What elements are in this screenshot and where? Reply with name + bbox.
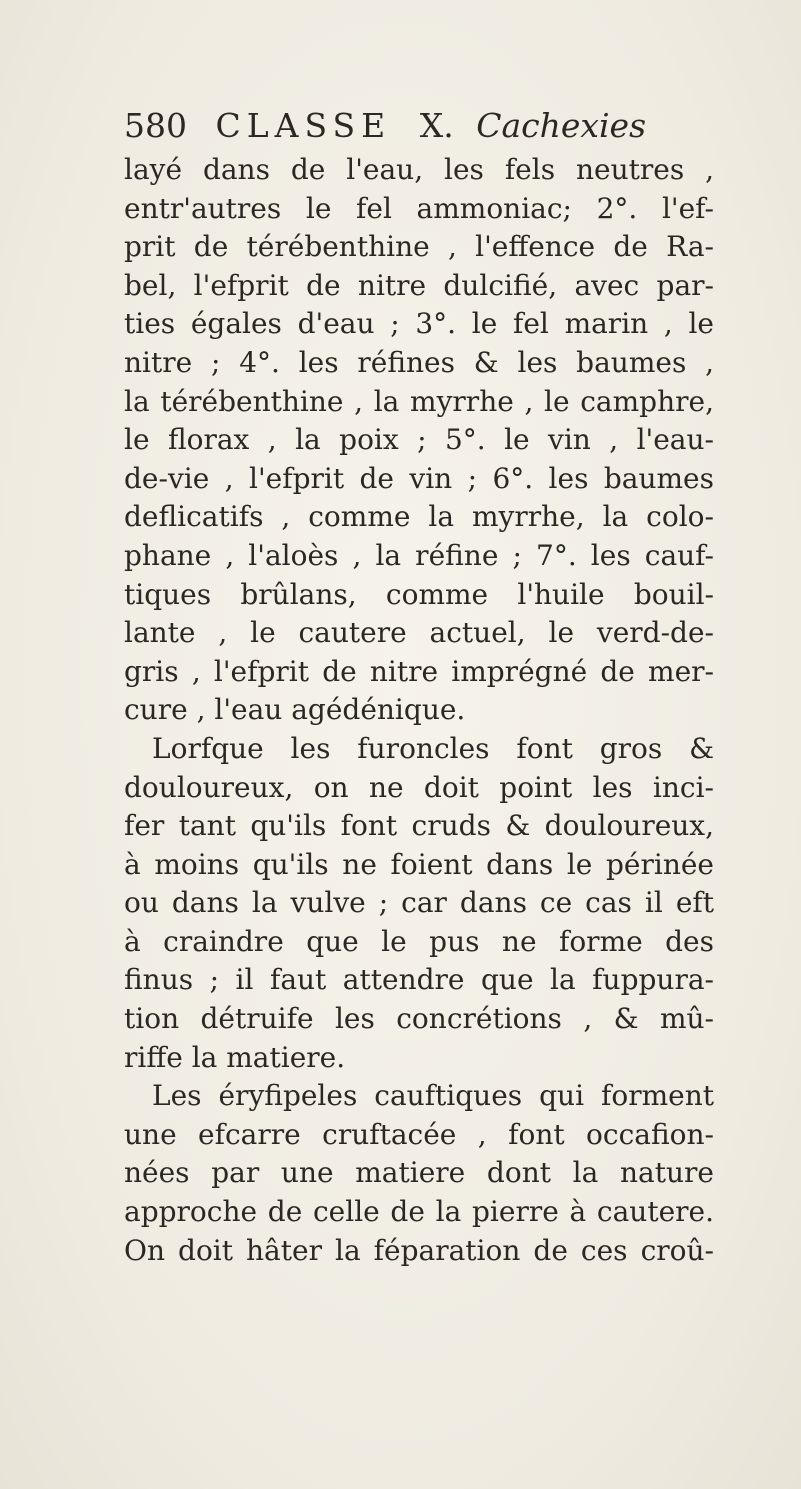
body-text <box>124 151 714 1270</box>
text-line: la térébenthine , la myrrhe , le camphre, <box>124 384 714 418</box>
text-line: cure , l'eau agédénique. <box>124 693 466 727</box>
text-line: On doit hâter la féparation de ces croû- <box>124 1233 714 1267</box>
text-line: nées par une matiere dont la nature <box>124 1156 714 1190</box>
text-line: bel, l'efprit de nitre dulcifié, avec par- <box>124 268 714 302</box>
text-line: finus ; il faut attendre que la fuppura- <box>124 963 714 997</box>
class-number: X. <box>419 106 454 145</box>
text-line: phane , l'aloès , la réfine ; 7°. les cauf- <box>124 538 714 572</box>
text-line: deflicatifs , comme la myrrhe, la colo- <box>124 500 714 534</box>
text-line: tion détruife les concrétions , & mû- <box>124 1002 714 1036</box>
class-label: CLASSE <box>215 106 392 145</box>
section-title: Cachexies <box>476 106 647 145</box>
text-line: le florax , la poix ; 5°. le vin , l'eau- <box>124 423 714 457</box>
paragraph-start-line: Les éryfipeles cauftiques qui forment <box>152 1079 714 1113</box>
text-line: approche de celle de la pierre à cautere. <box>124 1195 714 1229</box>
text-line: riffe la matiere. <box>124 1040 346 1074</box>
text-line: gris , l'efprit de nitre imprégné de mer- <box>124 654 714 688</box>
text-line: prit de térébenthine , l'effence de Ra- <box>124 230 714 264</box>
text-line: ties égales d'eau ; 3°. le fel marin , le <box>124 307 714 341</box>
text-line: ou dans la vulve ; car dans ce cas il eft <box>124 886 714 920</box>
paragraph-start-line: Lorfque les furoncles font gros & <box>152 731 714 765</box>
page-header <box>124 104 714 148</box>
text-line: une efcarre cruftacée , font occafion- <box>124 1117 714 1151</box>
text-line: à craindre que le pus ne forme des <box>124 924 714 958</box>
text-line: de-vie , l'efprit de vin ; 6°. les baumes <box>124 461 714 495</box>
text-line: entr'autres le fel ammoniac; 2°. l'ef- <box>124 191 714 225</box>
text-line: fer tant qu'ils font cruds & douloureux, <box>124 809 714 843</box>
text-line: nitre ; 4°. les réfines & les baumes , <box>124 345 714 379</box>
text-line: tiques brûlans, comme l'huile bouil- <box>124 577 714 611</box>
text-line: à moins qu'ils ne foient dans le périnée <box>124 847 714 881</box>
text-line: douloureux, on ne doit point les inci- <box>124 770 714 804</box>
text-line: lante , le cautere actuel, le verd-de- <box>124 616 714 650</box>
page-number: 580 <box>124 106 187 145</box>
text-line: layé dans de l'eau, les fels neutres , <box>124 153 714 186</box>
